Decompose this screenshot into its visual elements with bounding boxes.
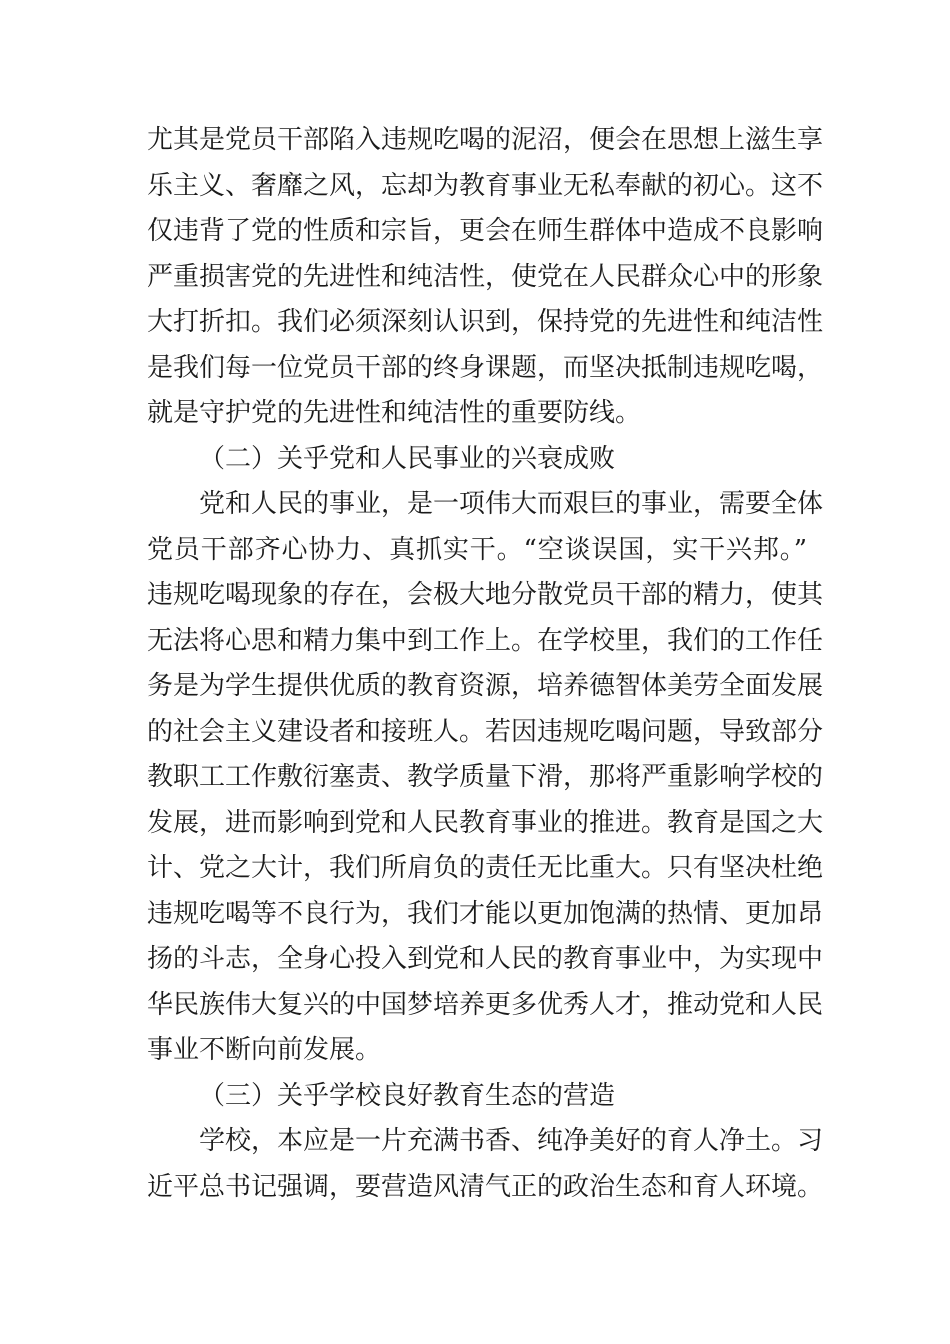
paragraph-line: 的社会主义建设者和接班人。若因违规吃喝问题，导致部分 — [147, 716, 824, 747]
paragraph-line: 尤其是党员干部陷入违规吃喝的泥沼，便会在思想上滋生享 — [147, 125, 824, 155]
paragraph-line: 是我们每一位党员干部的终身课题，而坚决抵制违规吃喝， — [147, 352, 824, 383]
paragraph-line: 违规吃喝现象的存在，会极大地分散党员干部的精力，使其 — [147, 580, 824, 610]
paragraph-line: 党员干部齐心协力、真抓实干。“空谈误国，实干兴邦。” — [147, 534, 807, 565]
paragraph-2 — [147, 482, 824, 1074]
paragraph-line: 计、党之大计，我们所肩负的责任无比重大。只有坚决杜绝 — [147, 853, 824, 883]
section-heading-2: （二）关乎党和人民事业的兴衰成败 — [199, 443, 616, 474]
paragraph-line: 扬的斗志，全身心投入到党和人民的教育事业中，为实现中 — [147, 944, 824, 974]
paragraph-line: 党和人民的事业，是一项伟大而艰巨的事业，需要全体 — [199, 489, 824, 519]
document-body — [147, 118, 824, 1210]
paragraph-line: 严重损害党的先进性和纯洁性，使党在人民群众心中的形象 — [147, 261, 824, 292]
paragraph-line: 发展，进而影响到党和人民教育事业的推进。教育是国之大 — [147, 807, 824, 838]
paragraph-line: 大打折扣。我们必须深刻认识到，保持党的先进性和纯洁性 — [147, 307, 824, 337]
paragraph-line: 无法将心思和精力集中到工作上。在学校里，我们的工作任 — [147, 625, 824, 656]
paragraph-line: 近平总书记强调，要营造风清气正的政治生态和育人环境。 — [147, 1171, 824, 1202]
paragraph-3 — [147, 1119, 824, 1210]
paragraph-line: 乐主义、奢靡之风，忘却为教育事业无私奉献的初心。这不 — [147, 170, 824, 201]
paragraph-line: 事业不断向前发展。 — [147, 1035, 382, 1065]
paragraph-1 — [147, 118, 824, 437]
paragraph-line: 就是守护党的先进性和纯洁性的重要防线。 — [147, 398, 642, 428]
paragraph-line: 务是为学生提供优质的教育资源，培养德智体美劳全面发展 — [147, 671, 824, 701]
paragraph-line: 教职工工作敷衍塞责、教学质量下滑，那将严重影响学校的 — [147, 762, 824, 792]
section-heading-3: （三）关乎学校良好教育生态的营造 — [199, 1080, 616, 1111]
paragraph-line: 华民族伟大复兴的中国梦培养更多优秀人才，推动党和人民 — [147, 989, 824, 1020]
paragraph-line: 违规吃喝等不良行为，我们才能以更加饱满的热情、更加昂 — [147, 898, 824, 929]
paragraph-line: 仅违背了党的性质和宗旨，更会在师生群体中造成不良影响 — [147, 216, 824, 246]
paragraph-line: 学校，本应是一片充满书香、纯净美好的育人净土。习 — [199, 1126, 824, 1156]
